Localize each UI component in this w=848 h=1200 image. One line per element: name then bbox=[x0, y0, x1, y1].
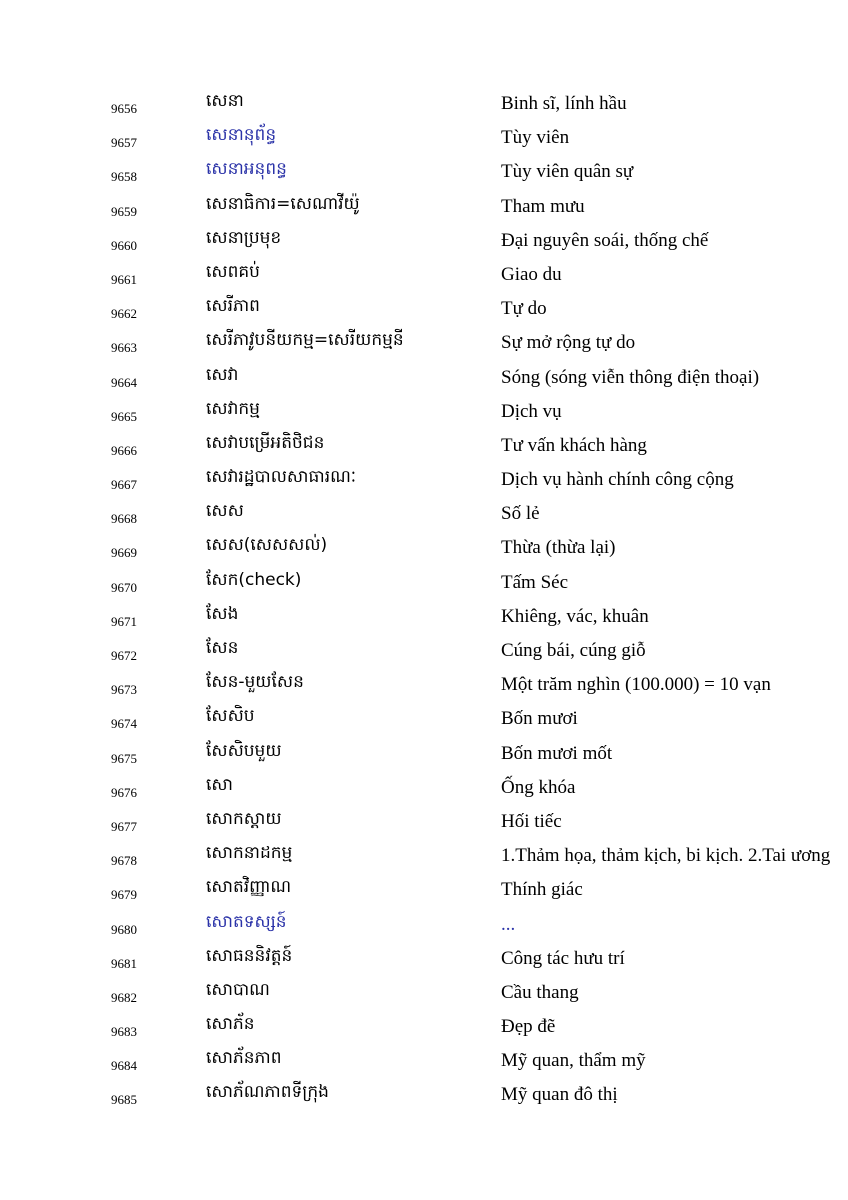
vietnamese-translation: Hối tiếc bbox=[501, 810, 562, 832]
entry-number: 9664 bbox=[111, 374, 137, 390]
dictionary-entry bbox=[0, 1077, 848, 1111]
entry-number: 9679 bbox=[111, 887, 137, 903]
dictionary-entry bbox=[0, 120, 848, 154]
khmer-term: សោ bbox=[206, 774, 233, 795]
vietnamese-translation: Tham mưu bbox=[501, 195, 585, 217]
dictionary-entry bbox=[0, 872, 848, 906]
entry-number: 9675 bbox=[111, 750, 137, 766]
entry-list bbox=[0, 86, 848, 1112]
dictionary-entry bbox=[0, 496, 848, 530]
vietnamese-translation: Mỹ quan đô thị bbox=[501, 1084, 618, 1106]
khmer-term: សែន bbox=[206, 638, 239, 658]
entry-number: 9661 bbox=[111, 271, 137, 287]
vietnamese-translation: 1.Thảm họa, thảm kịch, bi kịch. 2.Tai ương bbox=[501, 845, 831, 867]
dictionary-entry bbox=[0, 86, 848, 120]
vietnamese-translation: Công tác hưu trí bbox=[501, 947, 625, 969]
khmer-term: សោបាណ bbox=[206, 979, 270, 1000]
vietnamese-translation: Sóng (sóng viễn thông điện thoại) bbox=[501, 366, 760, 388]
vietnamese-translation: Số lẻ bbox=[501, 503, 540, 525]
vietnamese-translation: Giao du bbox=[501, 263, 562, 285]
dictionary-entry bbox=[0, 394, 848, 428]
entry-number: 9660 bbox=[111, 237, 137, 253]
vietnamese-translation: Tùy viên bbox=[501, 127, 570, 149]
vietnamese-translation: Bốn mươi mốt bbox=[501, 742, 613, 764]
dictionary-entry bbox=[0, 462, 848, 496]
entry-number: 9682 bbox=[111, 989, 137, 1005]
entry-number: 9674 bbox=[111, 716, 137, 732]
dictionary-entry bbox=[0, 838, 848, 872]
vietnamese-translation: Tự do bbox=[501, 298, 547, 320]
dictionary-entry bbox=[0, 257, 848, 291]
entry-number: 9681 bbox=[111, 955, 137, 971]
entry-number: 9684 bbox=[111, 1058, 137, 1074]
dictionary-entry bbox=[0, 189, 848, 223]
khmer-term: សែង bbox=[206, 603, 239, 624]
khmer-term: សេនាប្រមុខ bbox=[206, 227, 282, 248]
dictionary-entry bbox=[0, 1043, 848, 1077]
entry-number: 9677 bbox=[111, 818, 137, 834]
khmer-term: សោភ័ន bbox=[206, 1014, 255, 1035]
dictionary-entry bbox=[0, 667, 848, 701]
khmer-term: សេនាអនុពន្ធ bbox=[206, 159, 287, 180]
khmer-term: សោកស្ដាយ bbox=[206, 808, 282, 829]
entry-number: 9670 bbox=[111, 579, 137, 595]
vietnamese-translation: Tùy viên quân sự bbox=[501, 161, 634, 183]
entry-number: 9678 bbox=[111, 853, 137, 869]
khmer-term: សោកនាដកម្ម bbox=[206, 843, 293, 864]
khmer-term: សែសិប bbox=[206, 706, 255, 727]
vietnamese-translation: Cầu thang bbox=[501, 981, 579, 1003]
khmer-term: សែក(check) bbox=[206, 569, 302, 590]
khmer-term: សេនានុព័ន្ធ bbox=[206, 125, 277, 146]
khmer-term: សេរីភាព bbox=[206, 296, 260, 317]
entry-number: 9662 bbox=[111, 306, 137, 322]
khmer-term: សោតទស្សន៍ bbox=[206, 911, 287, 932]
entry-number: 9666 bbox=[111, 442, 137, 458]
vietnamese-translation: Binh sĩ, lính hầu bbox=[501, 93, 627, 114]
dictionary-entry bbox=[0, 975, 848, 1009]
khmer-term: សោតវិញ្ញាណ bbox=[206, 877, 292, 898]
dictionary-entry bbox=[0, 736, 848, 770]
dictionary-entry bbox=[0, 223, 848, 257]
dictionary-entry bbox=[0, 360, 848, 394]
entry-number: 9665 bbox=[111, 408, 137, 424]
khmer-term: សេស bbox=[206, 501, 244, 522]
khmer-term: សេវាបម្រើអតិថិជន bbox=[206, 432, 325, 453]
entry-number: 9673 bbox=[111, 682, 137, 698]
dictionary-entry bbox=[0, 325, 848, 359]
khmer-term: សេនា bbox=[206, 91, 244, 111]
entry-number: 9676 bbox=[111, 784, 137, 800]
vietnamese-translation: Tấm Séc bbox=[501, 571, 569, 593]
khmer-term: សោភ័នភាព bbox=[206, 1048, 282, 1069]
entry-number: 9658 bbox=[111, 169, 137, 185]
entry-number: 9667 bbox=[111, 477, 137, 493]
dictionary-entry bbox=[0, 530, 848, 564]
dictionary-entry bbox=[0, 428, 848, 462]
khmer-term: សេវារដ្ឋបាលសាធារណៈ bbox=[206, 467, 357, 488]
vietnamese-translation: ... bbox=[501, 913, 516, 935]
dictionary-entry bbox=[0, 907, 848, 941]
dictionary-entry bbox=[0, 599, 848, 633]
vietnamese-translation: Sự mở rộng tự do bbox=[501, 332, 636, 354]
dictionary-entry bbox=[0, 633, 848, 667]
khmer-term: សែន-មួយសែន bbox=[206, 672, 304, 693]
vietnamese-translation: Đại nguyên soái, thống chế bbox=[501, 229, 709, 251]
dictionary-entry bbox=[0, 291, 848, 325]
khmer-term: សែសិបមួយ bbox=[206, 740, 282, 761]
dictionary-entry bbox=[0, 1009, 848, 1043]
vietnamese-translation: Dịch vụ hành chính công cộng bbox=[501, 469, 734, 491]
vietnamese-translation: Mỹ quan, thẩm mỹ bbox=[501, 1050, 646, 1072]
dictionary-page bbox=[0, 86, 848, 1112]
entry-number: 9668 bbox=[111, 511, 137, 527]
entry-number: 9669 bbox=[111, 545, 137, 561]
vietnamese-translation: Thừa (thừa lại) bbox=[501, 537, 616, 559]
dictionary-entry bbox=[0, 565, 848, 599]
khmer-term: សេស(សេសសល់) bbox=[206, 535, 328, 556]
vietnamese-translation: Thính giác bbox=[501, 879, 583, 901]
vietnamese-translation: Khiêng, vác, khuân bbox=[501, 605, 649, 627]
vietnamese-translation: Cúng bái, cúng giỗ bbox=[501, 640, 646, 661]
vietnamese-translation: Ống khóa bbox=[501, 776, 576, 798]
entry-number: 9659 bbox=[111, 203, 137, 219]
entry-number: 9680 bbox=[111, 921, 137, 937]
khmer-term: សេវាកម្ម bbox=[206, 398, 260, 419]
vietnamese-translation: Một trăm nghìn (100.000) = 10 vạn bbox=[501, 674, 771, 696]
entry-number: 9656 bbox=[111, 101, 137, 116]
khmer-term: សេវា bbox=[206, 364, 239, 385]
entry-number: 9663 bbox=[111, 340, 137, 356]
vietnamese-translation: Tư vấn khách hàng bbox=[501, 434, 647, 456]
dictionary-entry bbox=[0, 804, 848, 838]
dictionary-entry bbox=[0, 941, 848, 975]
khmer-term: សោភ័ណភាពទីក្រុង bbox=[206, 1082, 329, 1103]
entry-number: 9671 bbox=[111, 613, 137, 629]
entry-number: 9657 bbox=[111, 135, 137, 151]
entry-number: 9683 bbox=[111, 1024, 137, 1040]
khmer-term: សេរីភាវូបនីយកម្ម=សេរីយកម្មនី bbox=[206, 330, 404, 351]
vietnamese-translation: Đẹp đẽ bbox=[501, 1016, 556, 1038]
vietnamese-translation: Dịch vụ bbox=[501, 400, 562, 422]
khmer-term: សោធននិវត្តន៍ bbox=[206, 945, 293, 966]
dictionary-entry bbox=[0, 154, 848, 188]
khmer-term: សេពគប់ bbox=[206, 261, 260, 282]
entry-number: 9672 bbox=[111, 648, 137, 663]
vietnamese-translation: Bốn mươi bbox=[501, 708, 578, 730]
dictionary-entry bbox=[0, 701, 848, 735]
dictionary-entry bbox=[0, 770, 848, 804]
entry-number: 9685 bbox=[111, 1092, 137, 1108]
khmer-term: សេនាធិការ=សេណាវីយ៉ូ bbox=[206, 193, 360, 214]
